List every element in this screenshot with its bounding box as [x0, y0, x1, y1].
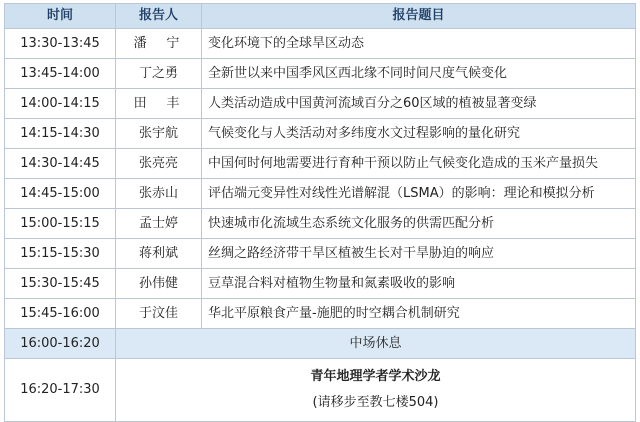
table-row — [5, 29, 636, 59]
table-header-row — [5, 4, 636, 29]
row-reporter: 丁之勇 — [116, 59, 202, 89]
row-time: 14:15-14:30 — [5, 119, 116, 149]
break-label: 中场休息 — [116, 329, 636, 359]
row-topic: 丝绸之路经济带干旱区植被生长对干旱胁迫的响应 — [202, 239, 636, 269]
row-time: 15:30-15:45 — [5, 269, 116, 299]
header-reporter: 报告人 — [116, 4, 202, 29]
row-reporter: 孙伟健 — [116, 269, 202, 299]
row-topic: 变化环境下的全球旱区动态 — [202, 29, 636, 59]
break-row — [5, 329, 636, 359]
row-reporter: 孟士婷 — [116, 209, 202, 239]
row-reporter: 张亮亮 — [116, 149, 202, 179]
salon-title: 青年地理学者学术沙龙 — [310, 369, 441, 384]
row-reporter: 张赤山 — [116, 179, 202, 209]
schedule-container — [4, 3, 635, 422]
row-time: 13:30-13:45 — [5, 29, 116, 59]
row-reporter: 于汶佳 — [116, 299, 202, 329]
header-time: 时间 — [5, 4, 116, 29]
row-time: 15:45-16:00 — [5, 299, 116, 329]
row-topic: 人类活动造成中国黄河流域百分之60区域的植被显著变绿 — [202, 89, 636, 119]
row-topic: 华北平原粮食产量-施肥的时空耦合机制研究 — [202, 299, 636, 329]
row-topic: 全新世以来中国季风区西北缘不同时间尺度气候变化 — [202, 59, 636, 89]
row-time: 14:30-14:45 — [5, 149, 116, 179]
row-reporter: 蒋利斌 — [116, 239, 202, 269]
table-row — [5, 209, 636, 239]
salon-note: (请移步至教七楼504) — [312, 395, 439, 410]
table-row — [5, 299, 636, 329]
row-time: 14:45-15:00 — [5, 179, 116, 209]
table-row — [5, 179, 636, 209]
table-row — [5, 59, 636, 89]
salon-cell — [116, 359, 636, 422]
salon-row — [5, 359, 636, 422]
row-time: 14:00-14:15 — [5, 89, 116, 119]
table-row — [5, 89, 636, 119]
salon-time: 16:20-17:30 — [5, 359, 116, 422]
table-row — [5, 239, 636, 269]
schedule-table — [4, 3, 636, 422]
row-topic: 快速城市化流域生态系统文化服务的供需匹配分析 — [202, 209, 636, 239]
row-reporter: 张宇航 — [116, 119, 202, 149]
break-time: 16:00-16:20 — [5, 329, 116, 359]
row-reporter: 田 丰 — [116, 89, 202, 119]
row-topic: 评估端元变异性对线性光谱解混（LSMA）的影响：理论和模拟分析 — [202, 179, 636, 209]
row-time: 13:45-14:00 — [5, 59, 116, 89]
row-reporter: 潘 宁 — [116, 29, 202, 59]
row-topic: 豆草混合料对植物生物量和氮素吸收的影响 — [202, 269, 636, 299]
row-time: 15:15-15:30 — [5, 239, 116, 269]
row-topic: 气候变化与人类活动对多纬度水文过程影响的量化研究 — [202, 119, 636, 149]
table-row — [5, 149, 636, 179]
row-time: 15:00-15:15 — [5, 209, 116, 239]
header-topic: 报告题目 — [202, 4, 636, 29]
table-row — [5, 269, 636, 299]
row-topic: 中国何时何地需要进行育种干预以防止气候变化造成的玉米产量损失 — [202, 149, 636, 179]
table-row — [5, 119, 636, 149]
